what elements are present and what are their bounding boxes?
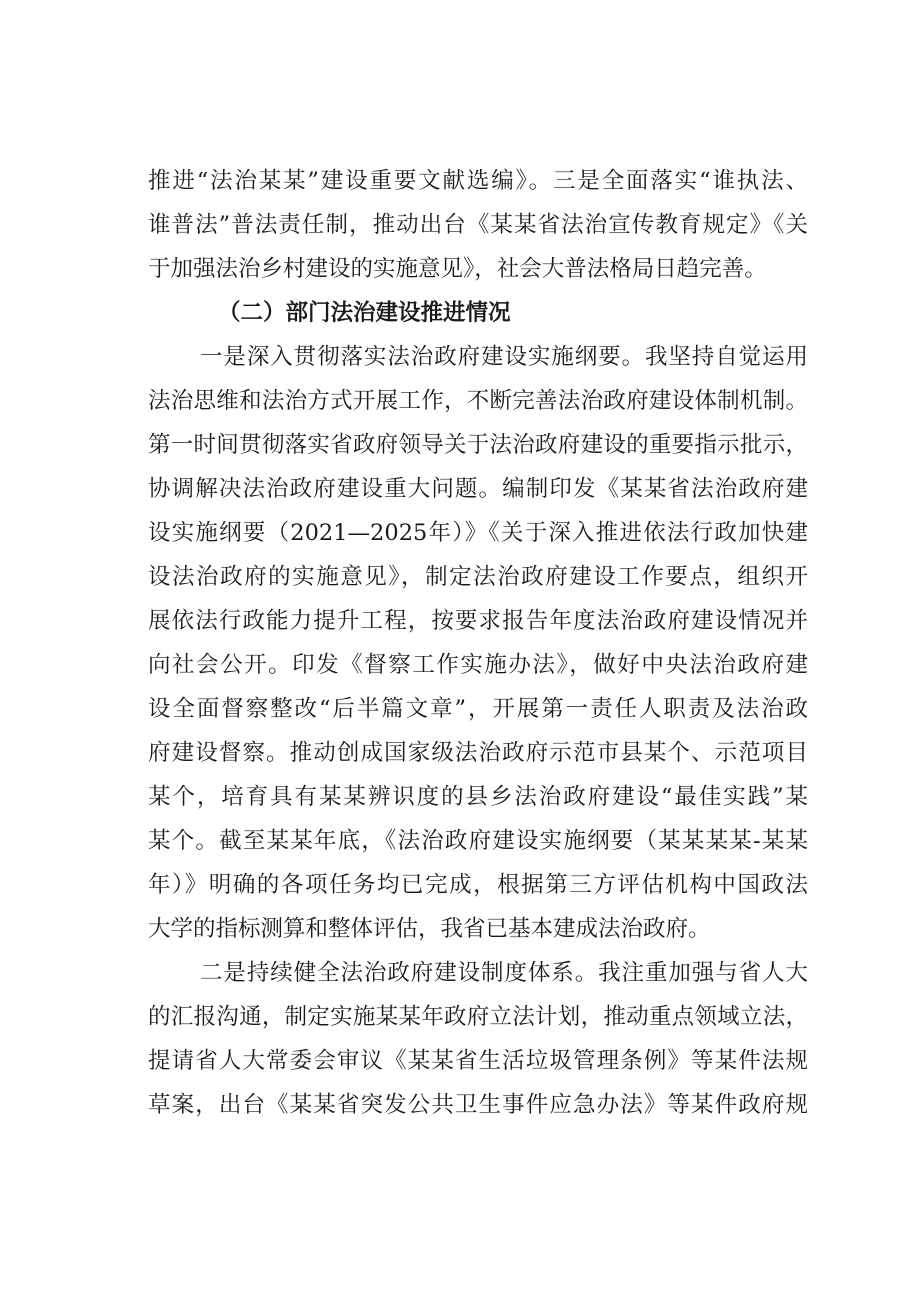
paragraph-line: 第一时间贯彻落实省政府领导关于法治政府建设的重要指示批示， <box>148 432 808 458</box>
paragraph-line: 于加强法治乡村建设的实施意见》，社会大普法格局日趋完善。 <box>148 256 767 282</box>
paragraph-line: 草案，出台《某某省突发公共卫生事件应急办法》等某件政府规 <box>148 1092 808 1118</box>
paragraph-line: 设全面督察整改“后半篇文章”，开展第一责任人职责及法治政 <box>148 696 808 722</box>
paragraph-line: 谁普法”普法责任制，推动出台《某某省法治宣传教育规定》《关 <box>148 212 808 238</box>
paragraph-line: 府建设督察。推动创成国家级法治政府示范市县某个、示范项目 <box>148 740 808 766</box>
paragraph-line: 设法治政府的实施意见》，制定法治政府建设工作要点，组织开 <box>148 564 808 590</box>
paragraph-line: 展依法行政能力提升工程，按要求报告年度法治政府建设情况并 <box>148 608 808 634</box>
paragraph-line: 推进“法治某某”建设重要文献选编》。三是全面落实“谁执法、 <box>148 168 808 194</box>
paragraph-line: 提请省人大常委会审议《某某省生活垃圾管理条例》等某件法规 <box>148 1048 808 1074</box>
paragraph-line: 一是深入贯彻落实法治政府建设实施纲要。我坚持自觉运用 <box>200 344 808 370</box>
paragraph-line: 的汇报沟通，制定实施某某年政府立法计划，推动重点领域立法， <box>148 1004 808 1030</box>
paragraph-line: 协调解决法治政府建设重大问题。编制印发《某某省法治政府建 <box>148 476 808 502</box>
paragraph-line: 法治思维和法治方式开展工作，不断完善法治政府建设体制机制。 <box>148 388 808 414</box>
paragraph-line: 大学的指标测算和整体评估，我省已基本建成法治政府。 <box>148 916 711 942</box>
section-heading: （二）部门法治建设推进情况 <box>218 300 511 326</box>
paragraph-line: 二是持续健全法治政府建设制度体系。我注重加强与省人大 <box>200 960 808 986</box>
paragraph-line: 某个，培育具有某某辨识度的县乡法治政府建设“最佳实践”某 <box>148 784 808 810</box>
paragraph-line: 年）》明确的各项任务均已完成，根据第三方评估机构中国政法 <box>148 872 808 898</box>
paragraph-line: 向社会公开。印发《督察工作实施办法》，做好中央法治政府建 <box>148 652 808 678</box>
paragraph-line: 设实施纲要（2021—2025年）》《关于深入推进依法行政加快建 <box>148 520 808 546</box>
paragraph-line: 某个。截至某某年底，《法治政府建设实施纲要（某某某某-某某 <box>148 828 808 854</box>
